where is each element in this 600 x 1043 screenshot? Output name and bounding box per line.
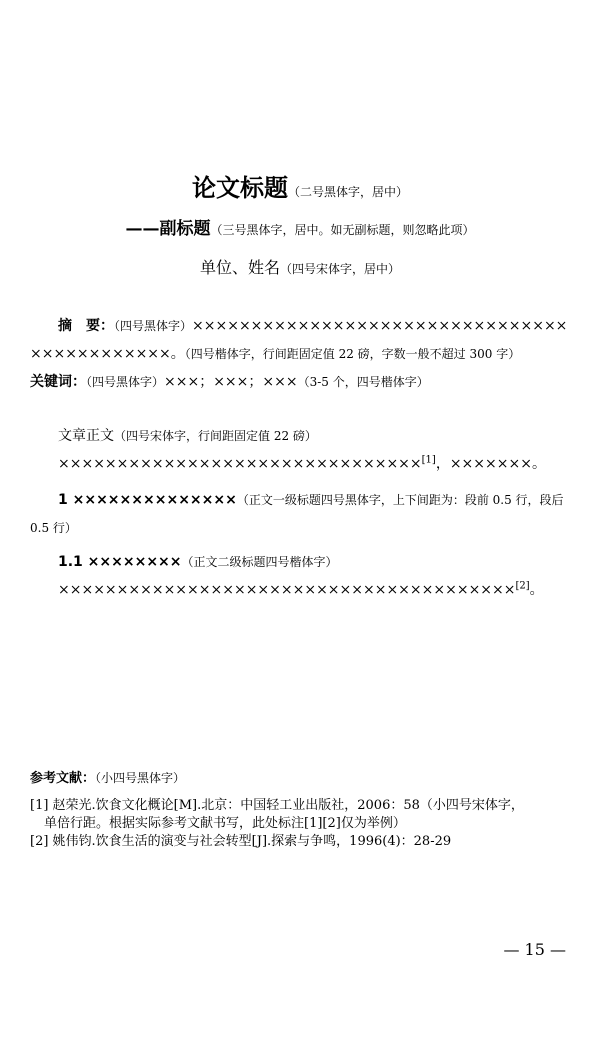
keywords-label-note: （四号黑体字） [86,375,165,389]
abstract-label: 摘 要： [58,318,114,334]
section-1-heading [30,486,575,542]
abstract-note-2: 距固定值 22 磅，字数一般不超过 300 字） [286,347,521,361]
references-heading-text: 参考文献： [30,771,96,786]
keywords-label: 关键词： [30,374,86,390]
paper-title [0,170,600,210]
spacer [30,478,575,486]
paper-title-text: 论文标题 [191,174,288,202]
body-paragraph-2 [30,576,575,604]
body-heading-note: （四号宋体字，行间距固定值 22 磅） [114,429,317,443]
keywords-value: ×××；×××；××× [164,374,298,390]
paper-title-note: （二号黑体字，居中） [287,185,408,199]
body-heading-text: 文章正文 [58,428,114,444]
author-note: （四号宋体字，居中） [280,262,401,276]
paper-subtitle-note: （三号黑体字，居中。如无副标题，则忽略此项） [210,223,475,237]
body-paragraph-1-text: ××××××××××××××××××××××××××××××× [58,456,422,472]
body-paragraph-2-text: ××××××××××××××××××××××××××××××××××××××× [58,582,516,598]
body-paragraph-1 [30,450,575,478]
references-heading-note: （小四号黑体字） [95,771,186,785]
references-heading [30,766,575,791]
reference-item-2: [2] 姚伟钧.饮食生活的演变与社会转型[J].探索与争鸣，1996(4)：28-29 [30,834,452,849]
title-block [0,170,600,284]
body-paragraph-1-tail: ，×××××××。 [435,456,546,472]
abstract-label-note: （四号黑体字） [114,319,193,333]
citation-1: [1] [421,454,436,466]
abstract-note-1: （四号楷体字，行间 [184,347,287,361]
abstract-text-2: ××××××××××××××××××××××。 [30,318,568,362]
citation-2: [2] [515,580,530,592]
keywords-note: （3-5 个，四号楷体字） [297,375,429,389]
section-1-1-title: 1.1 ×××××××× [58,554,182,570]
paper-subtitle-text: ——副标题 [125,219,211,239]
reference-item-1-continued: 单倍行距。根据实际参考文献书写，此处标注[1][2]仅为举例） [44,816,406,831]
body-heading [30,422,575,450]
section-1-title: 1 ×××××××××××××× [58,492,237,508]
keywords-paragraph [30,368,575,396]
section-1-note: （正文一级标题四号黑体字，上下间距为：段前 0.5 行，段后 0.5 行） [30,493,564,535]
reference-item-1: [1] 赵荣光.饮食文化概论[M].北京：中国轻工业出版社，2006：58（小四号宋体字， [30,798,524,813]
references-section [30,766,575,851]
page-number: — 15 — [503,940,566,959]
paper-subtitle [0,214,600,245]
author-line [0,253,600,284]
abstract-text-1: ×××××××××××××××××××××× [192,318,451,334]
abstract-paragraph [30,312,575,368]
author-text: 单位、姓名 [199,258,280,277]
main-content [30,312,575,604]
spacer [30,396,575,422]
body-paragraph-2-tail: 。 [529,582,544,598]
section-1-1-heading [30,548,575,576]
section-1-1-note: （正文二级标题四号楷体字） [181,555,338,569]
